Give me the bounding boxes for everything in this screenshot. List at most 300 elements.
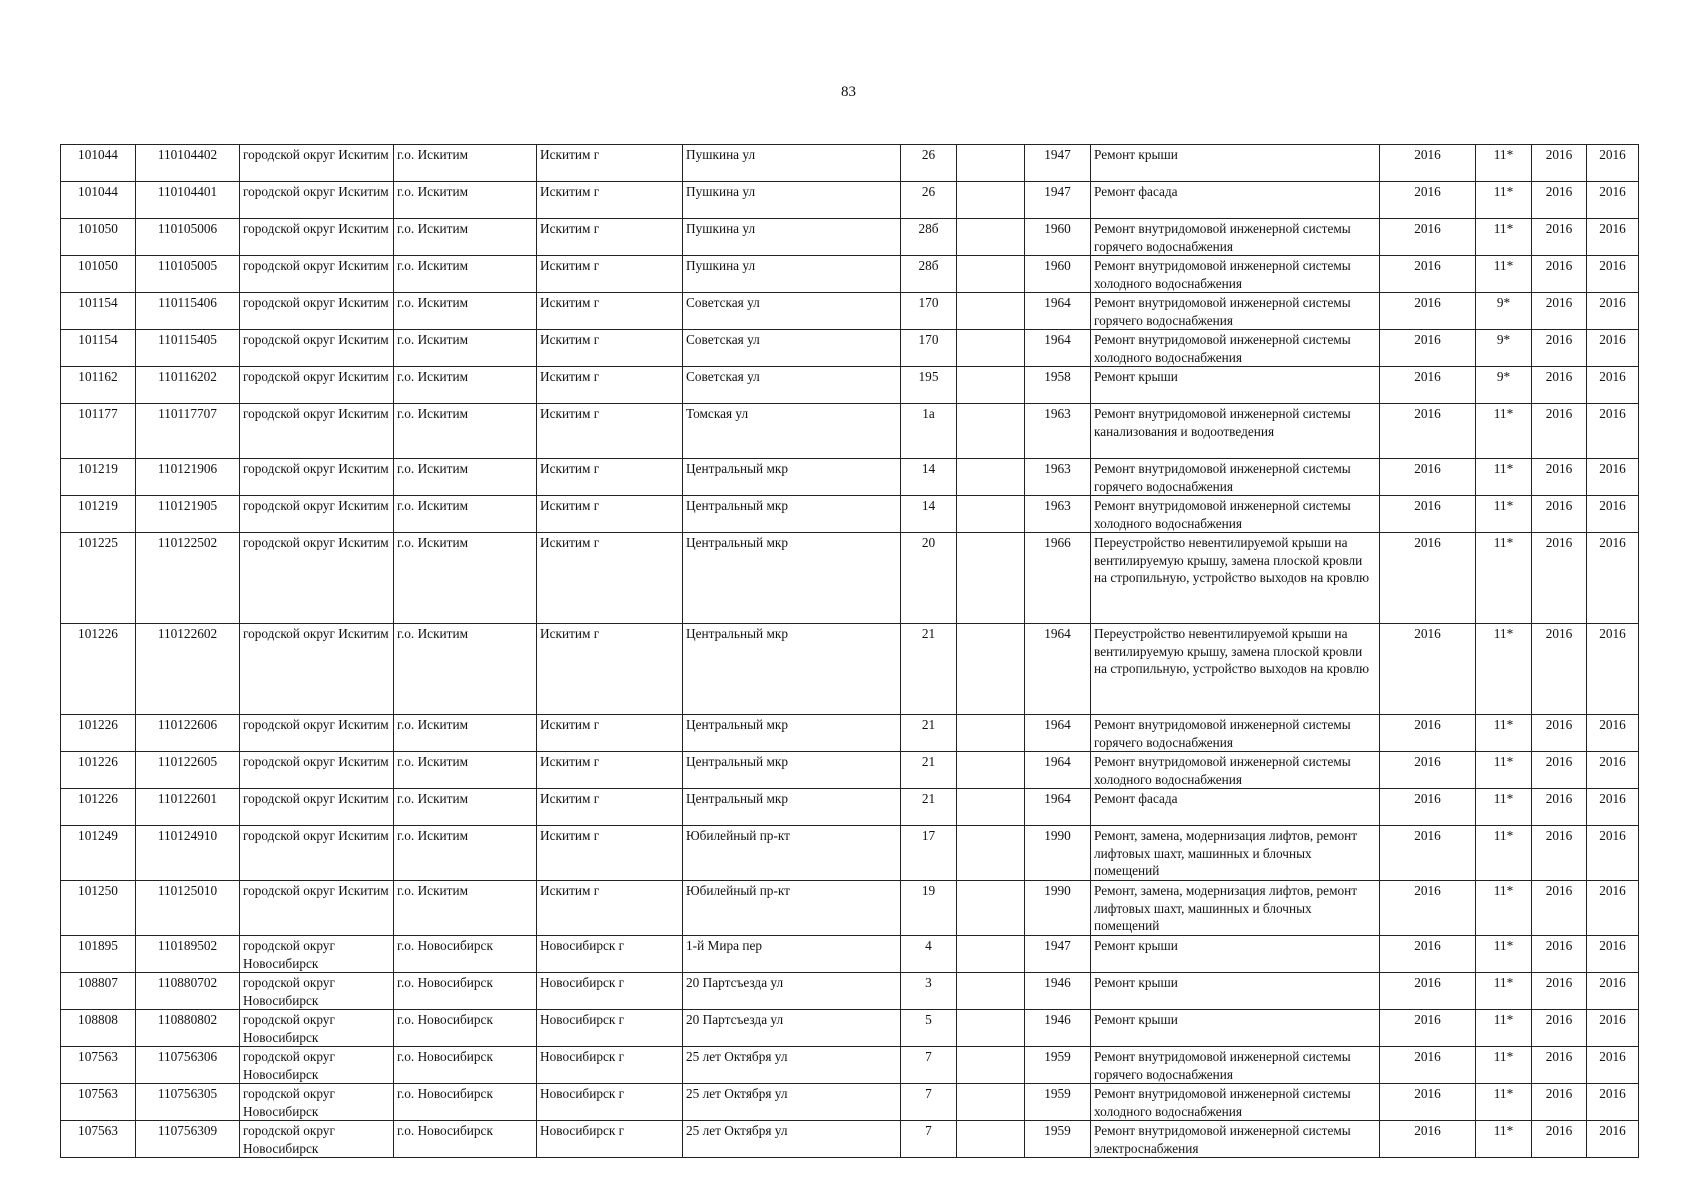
work-type-cell: Ремонт внутридомовой инженерной системы горячего водоснабжения [1091, 1047, 1380, 1084]
plan-year-cell: 2016 [1380, 715, 1476, 752]
table-row [61, 752, 1639, 789]
end-year-cell: 2016 [1587, 1010, 1639, 1047]
plan-year-cell: 2016 [1380, 404, 1476, 459]
city-cell: г.о. Искитим [394, 293, 537, 330]
settlement-cell: Искитим г [537, 826, 683, 881]
build-year-cell: 1963 [1025, 404, 1091, 459]
city-cell: г.о. Новосибирск [394, 1047, 537, 1084]
extra-cell [957, 1121, 1025, 1158]
work-type-cell: Ремонт внутридомовой инженерной системы холодного водоснабжения [1091, 496, 1380, 533]
work-code-cell: 110122601 [136, 789, 240, 826]
settlement-cell: Искитим г [537, 330, 683, 367]
work-type-cell: Ремонт внутридомовой инженерной системы горячего водоснабжения [1091, 715, 1380, 752]
start-year-cell: 2016 [1532, 459, 1587, 496]
floors-cell: 11* [1476, 219, 1532, 256]
house-id-cell: 101154 [61, 330, 136, 367]
work-type-cell: Переустройство невентилируемой крыши на вентилируемую крышу, замена плоской кровли на стропильную, устройство выходов на кровлю [1091, 533, 1380, 624]
district-cell: городской округ Искитим [240, 826, 394, 881]
settlement-cell: Искитим г [537, 496, 683, 533]
build-year-cell: 1959 [1025, 1084, 1091, 1121]
city-cell: г.о. Искитим [394, 881, 537, 936]
house-number-cell: 7 [901, 1047, 957, 1084]
start-year-cell: 2016 [1532, 496, 1587, 533]
start-year-cell: 2016 [1532, 1084, 1587, 1121]
plan-year-cell: 2016 [1380, 293, 1476, 330]
district-cell: городской округ Искитим [240, 624, 394, 715]
house-id-cell: 108808 [61, 1010, 136, 1047]
house-number-cell: 26 [901, 182, 957, 219]
work-code-cell: 110880702 [136, 973, 240, 1010]
plan-year-cell: 2016 [1380, 752, 1476, 789]
end-year-cell: 2016 [1587, 1121, 1639, 1158]
extra-cell [957, 145, 1025, 182]
work-code-cell: 110880802 [136, 1010, 240, 1047]
table-row [61, 973, 1639, 1010]
settlement-cell: Новосибирск г [537, 1121, 683, 1158]
table-row [61, 1047, 1639, 1084]
house-number-cell: 28б [901, 219, 957, 256]
start-year-cell: 2016 [1532, 182, 1587, 219]
build-year-cell: 1964 [1025, 330, 1091, 367]
plan-year-cell: 2016 [1380, 459, 1476, 496]
plan-year-cell: 2016 [1380, 973, 1476, 1010]
work-code-cell: 110125010 [136, 881, 240, 936]
extra-cell [957, 533, 1025, 624]
end-year-cell: 2016 [1587, 1047, 1639, 1084]
start-year-cell: 2016 [1532, 624, 1587, 715]
street-cell: Пушкина ул [683, 145, 901, 182]
settlement-cell: Искитим г [537, 367, 683, 404]
district-cell: городской округ Искитим [240, 881, 394, 936]
end-year-cell: 2016 [1587, 936, 1639, 973]
city-cell: г.о. Искитим [394, 624, 537, 715]
end-year-cell: 2016 [1587, 789, 1639, 826]
work-code-cell: 110121905 [136, 496, 240, 533]
plan-year-cell: 2016 [1380, 1084, 1476, 1121]
plan-year-cell: 2016 [1380, 881, 1476, 936]
work-code-cell: 110105006 [136, 219, 240, 256]
city-cell: г.о. Искитим [394, 182, 537, 219]
floors-cell: 9* [1476, 330, 1532, 367]
page-number: 83 [841, 84, 856, 100]
build-year-cell: 1964 [1025, 752, 1091, 789]
floors-cell: 9* [1476, 367, 1532, 404]
district-cell: городской округ Искитим [240, 496, 394, 533]
floors-cell: 11* [1476, 1121, 1532, 1158]
street-cell: Центральный мкр [683, 752, 901, 789]
district-cell: городской округ Новосибирск [240, 1010, 394, 1047]
street-cell: Центральный мкр [683, 715, 901, 752]
work-code-cell: 110756306 [136, 1047, 240, 1084]
house-number-cell: 14 [901, 459, 957, 496]
extra-cell [957, 1010, 1025, 1047]
table-row [61, 293, 1639, 330]
work-code-cell: 110105005 [136, 256, 240, 293]
district-cell: городской округ Новосибирск [240, 1084, 394, 1121]
street-cell: Пушкина ул [683, 256, 901, 293]
district-cell: городской округ Новосибирск [240, 1121, 394, 1158]
build-year-cell: 1960 [1025, 219, 1091, 256]
floors-cell: 11* [1476, 826, 1532, 881]
district-cell: городской округ Искитим [240, 145, 394, 182]
start-year-cell: 2016 [1532, 533, 1587, 624]
end-year-cell: 2016 [1587, 1084, 1639, 1121]
table-row [61, 826, 1639, 881]
district-cell: городской округ Новосибирск [240, 936, 394, 973]
work-type-cell: Ремонт, замена, модернизация лифтов, ремонт лифтовых шахт, машинных и блочных помещений [1091, 881, 1380, 936]
end-year-cell: 2016 [1587, 145, 1639, 182]
work-type-cell: Ремонт внутридомовой инженерной системы горячего водоснабжения [1091, 293, 1380, 330]
start-year-cell: 2016 [1532, 1010, 1587, 1047]
extra-cell [957, 1047, 1025, 1084]
work-type-cell: Ремонт крыши [1091, 973, 1380, 1010]
settlement-cell: Искитим г [537, 881, 683, 936]
end-year-cell: 2016 [1587, 330, 1639, 367]
end-year-cell: 2016 [1587, 293, 1639, 330]
settlement-cell: Искитим г [537, 789, 683, 826]
settlement-cell: Новосибирск г [537, 1084, 683, 1121]
table-row [61, 715, 1639, 752]
extra-cell [957, 624, 1025, 715]
build-year-cell: 1958 [1025, 367, 1091, 404]
city-cell: г.о. Новосибирск [394, 936, 537, 973]
end-year-cell: 2016 [1587, 404, 1639, 459]
table-row [61, 182, 1639, 219]
extra-cell [957, 256, 1025, 293]
work-type-cell: Ремонт внутридомовой инженерной системы холодного водоснабжения [1091, 330, 1380, 367]
house-id-cell: 101050 [61, 256, 136, 293]
floors-cell: 11* [1476, 973, 1532, 1010]
end-year-cell: 2016 [1587, 182, 1639, 219]
work-code-cell: 110189502 [136, 936, 240, 973]
house-number-cell: 21 [901, 752, 957, 789]
floors-cell: 11* [1476, 881, 1532, 936]
build-year-cell: 1959 [1025, 1047, 1091, 1084]
floors-cell: 11* [1476, 624, 1532, 715]
work-type-cell: Ремонт внутридомовой инженерной системы горячего водоснабжения [1091, 219, 1380, 256]
table-row [61, 219, 1639, 256]
street-cell: Центральный мкр [683, 459, 901, 496]
city-cell: г.о. Искитим [394, 496, 537, 533]
floors-cell: 11* [1476, 789, 1532, 826]
end-year-cell: 2016 [1587, 624, 1639, 715]
house-id-cell: 101226 [61, 624, 136, 715]
house-id-cell: 101044 [61, 182, 136, 219]
settlement-cell: Новосибирск г [537, 1047, 683, 1084]
build-year-cell: 1960 [1025, 256, 1091, 293]
work-code-cell: 110756305 [136, 1084, 240, 1121]
extra-cell [957, 182, 1025, 219]
street-cell: 20 Партсъезда ул [683, 1010, 901, 1047]
start-year-cell: 2016 [1532, 973, 1587, 1010]
work-type-cell: Ремонт внутридомовой инженерной системы горячего водоснабжения [1091, 459, 1380, 496]
work-code-cell: 110116202 [136, 367, 240, 404]
floors-cell: 11* [1476, 1010, 1532, 1047]
build-year-cell: 1947 [1025, 145, 1091, 182]
house-number-cell: 4 [901, 936, 957, 973]
floors-cell: 11* [1476, 404, 1532, 459]
house-number-cell: 7 [901, 1084, 957, 1121]
street-cell: Томская ул [683, 404, 901, 459]
work-code-cell: 110117707 [136, 404, 240, 459]
plan-year-cell: 2016 [1380, 182, 1476, 219]
house-number-cell: 1а [901, 404, 957, 459]
extra-cell [957, 1084, 1025, 1121]
floors-cell: 11* [1476, 533, 1532, 624]
start-year-cell: 2016 [1532, 1121, 1587, 1158]
work-code-cell: 110122502 [136, 533, 240, 624]
house-number-cell: 195 [901, 367, 957, 404]
table-row [61, 1010, 1639, 1047]
build-year-cell: 1990 [1025, 881, 1091, 936]
floors-cell: 11* [1476, 182, 1532, 219]
extra-cell [957, 826, 1025, 881]
city-cell: г.о. Искитим [394, 459, 537, 496]
house-id-cell: 101219 [61, 459, 136, 496]
work-type-cell: Переустройство невентилируемой крыши на вентилируемую крышу, замена плоской кровли на стропильную, устройство выходов на кровлю [1091, 624, 1380, 715]
settlement-cell: Искитим г [537, 459, 683, 496]
plan-year-cell: 2016 [1380, 1121, 1476, 1158]
extra-cell [957, 293, 1025, 330]
plan-year-cell: 2016 [1380, 826, 1476, 881]
settlement-cell: Искитим г [537, 624, 683, 715]
start-year-cell: 2016 [1532, 293, 1587, 330]
district-cell: городской округ Искитим [240, 404, 394, 459]
city-cell: г.о. Искитим [394, 219, 537, 256]
end-year-cell: 2016 [1587, 459, 1639, 496]
extra-cell [957, 715, 1025, 752]
house-number-cell: 21 [901, 715, 957, 752]
house-id-cell: 101162 [61, 367, 136, 404]
house-id-cell: 101154 [61, 293, 136, 330]
table-row [61, 624, 1639, 715]
street-cell: Юбилейный пр-кт [683, 826, 901, 881]
plan-year-cell: 2016 [1380, 330, 1476, 367]
extra-cell [957, 936, 1025, 973]
extra-cell [957, 881, 1025, 936]
extra-cell [957, 789, 1025, 826]
settlement-cell: Искитим г [537, 293, 683, 330]
work-code-cell: 110121906 [136, 459, 240, 496]
settlement-cell: Новосибирск г [537, 936, 683, 973]
build-year-cell: 1990 [1025, 826, 1091, 881]
plan-year-cell: 2016 [1380, 1010, 1476, 1047]
end-year-cell: 2016 [1587, 752, 1639, 789]
district-cell: городской округ Искитим [240, 182, 394, 219]
start-year-cell: 2016 [1532, 330, 1587, 367]
house-id-cell: 101249 [61, 826, 136, 881]
build-year-cell: 1963 [1025, 496, 1091, 533]
build-year-cell: 1959 [1025, 1121, 1091, 1158]
work-code-cell: 110122605 [136, 752, 240, 789]
plan-year-cell: 2016 [1380, 145, 1476, 182]
work-code-cell: 110756309 [136, 1121, 240, 1158]
street-cell: Центральный мкр [683, 789, 901, 826]
table-body [61, 145, 1639, 1158]
district-cell: городской округ Искитим [240, 293, 394, 330]
work-type-cell: Ремонт крыши [1091, 367, 1380, 404]
table-row [61, 459, 1639, 496]
repair-schedule-table [60, 144, 1639, 1158]
start-year-cell: 2016 [1532, 145, 1587, 182]
end-year-cell: 2016 [1587, 367, 1639, 404]
house-number-cell: 3 [901, 973, 957, 1010]
start-year-cell: 2016 [1532, 789, 1587, 826]
settlement-cell: Искитим г [537, 182, 683, 219]
house-id-cell: 107563 [61, 1047, 136, 1084]
end-year-cell: 2016 [1587, 256, 1639, 293]
city-cell: г.о. Искитим [394, 715, 537, 752]
extra-cell [957, 404, 1025, 459]
district-cell: городской округ Искитим [240, 789, 394, 826]
start-year-cell: 2016 [1532, 936, 1587, 973]
build-year-cell: 1963 [1025, 459, 1091, 496]
table-row [61, 789, 1639, 826]
table-row [61, 1084, 1639, 1121]
extra-cell [957, 219, 1025, 256]
start-year-cell: 2016 [1532, 256, 1587, 293]
extra-cell [957, 367, 1025, 404]
build-year-cell: 1947 [1025, 936, 1091, 973]
start-year-cell: 2016 [1532, 367, 1587, 404]
build-year-cell: 1966 [1025, 533, 1091, 624]
house-id-cell: 101226 [61, 789, 136, 826]
settlement-cell: Искитим г [537, 256, 683, 293]
extra-cell [957, 973, 1025, 1010]
district-cell: городской округ Искитим [240, 459, 394, 496]
table-row [61, 533, 1639, 624]
work-code-cell: 110104402 [136, 145, 240, 182]
house-id-cell: 101219 [61, 496, 136, 533]
plan-year-cell: 2016 [1380, 936, 1476, 973]
street-cell: 1-й Мира пер [683, 936, 901, 973]
floors-cell: 11* [1476, 459, 1532, 496]
work-type-cell: Ремонт крыши [1091, 145, 1380, 182]
build-year-cell: 1964 [1025, 293, 1091, 330]
district-cell: городской округ Искитим [240, 330, 394, 367]
floors-cell: 11* [1476, 936, 1532, 973]
extra-cell [957, 496, 1025, 533]
table-row [61, 367, 1639, 404]
table-row [61, 256, 1639, 293]
city-cell: г.о. Искитим [394, 367, 537, 404]
house-id-cell: 107563 [61, 1084, 136, 1121]
end-year-cell: 2016 [1587, 533, 1639, 624]
work-type-cell: Ремонт крыши [1091, 1010, 1380, 1047]
plan-year-cell: 2016 [1380, 256, 1476, 293]
plan-year-cell: 2016 [1380, 533, 1476, 624]
work-code-cell: 110122602 [136, 624, 240, 715]
build-year-cell: 1946 [1025, 1010, 1091, 1047]
house-id-cell: 107563 [61, 1121, 136, 1158]
build-year-cell: 1964 [1025, 789, 1091, 826]
house-number-cell: 20 [901, 533, 957, 624]
plan-year-cell: 2016 [1380, 789, 1476, 826]
start-year-cell: 2016 [1532, 715, 1587, 752]
city-cell: г.о. Новосибирск [394, 1121, 537, 1158]
house-id-cell: 101044 [61, 145, 136, 182]
work-type-cell: Ремонт фасада [1091, 182, 1380, 219]
house-id-cell: 101226 [61, 715, 136, 752]
settlement-cell: Искитим г [537, 145, 683, 182]
extra-cell [957, 330, 1025, 367]
work-code-cell: 110115405 [136, 330, 240, 367]
plan-year-cell: 2016 [1380, 219, 1476, 256]
street-cell: 25 лет Октября ул [683, 1084, 901, 1121]
settlement-cell: Искитим г [537, 219, 683, 256]
start-year-cell: 2016 [1532, 404, 1587, 459]
house-id-cell: 101226 [61, 752, 136, 789]
work-type-cell: Ремонт внутридомовой инженерной системы холодного водоснабжения [1091, 256, 1380, 293]
table-row [61, 330, 1639, 367]
district-cell: городской округ Новосибирск [240, 1047, 394, 1084]
street-cell: Пушкина ул [683, 219, 901, 256]
start-year-cell: 2016 [1532, 1047, 1587, 1084]
city-cell: г.о. Искитим [394, 752, 537, 789]
settlement-cell: Искитим г [537, 715, 683, 752]
plan-year-cell: 2016 [1380, 367, 1476, 404]
city-cell: г.о. Искитим [394, 789, 537, 826]
city-cell: г.о. Новосибирск [394, 973, 537, 1010]
start-year-cell: 2016 [1532, 219, 1587, 256]
street-cell: 25 лет Октября ул [683, 1047, 901, 1084]
settlement-cell: Искитим г [537, 752, 683, 789]
house-number-cell: 21 [901, 789, 957, 826]
street-cell: Советская ул [683, 293, 901, 330]
city-cell: г.о. Искитим [394, 404, 537, 459]
floors-cell: 11* [1476, 496, 1532, 533]
work-type-cell: Ремонт внутридомовой инженерной системы холодного водоснабжения [1091, 1084, 1380, 1121]
street-cell: Центральный мкр [683, 496, 901, 533]
district-cell: городской округ Искитим [240, 219, 394, 256]
start-year-cell: 2016 [1532, 826, 1587, 881]
house-number-cell: 14 [901, 496, 957, 533]
house-number-cell: 19 [901, 881, 957, 936]
work-type-cell: Ремонт внутридомовой инженерной системы канализования и водоотведения [1091, 404, 1380, 459]
street-cell: Юбилейный пр-кт [683, 881, 901, 936]
extra-cell [957, 752, 1025, 789]
end-year-cell: 2016 [1587, 715, 1639, 752]
district-cell: городской округ Искитим [240, 256, 394, 293]
table-row [61, 1121, 1639, 1158]
build-year-cell: 1964 [1025, 715, 1091, 752]
work-code-cell: 110115406 [136, 293, 240, 330]
city-cell: г.о. Искитим [394, 330, 537, 367]
work-code-cell: 110104401 [136, 182, 240, 219]
floors-cell: 9* [1476, 293, 1532, 330]
house-id-cell: 101895 [61, 936, 136, 973]
street-cell: Центральный мкр [683, 624, 901, 715]
work-type-cell: Ремонт фасада [1091, 789, 1380, 826]
work-code-cell: 110124910 [136, 826, 240, 881]
street-cell: Пушкина ул [683, 182, 901, 219]
work-type-cell: Ремонт, замена, модернизация лифтов, ремонт лифтовых шахт, машинных и блочных помещений [1091, 826, 1380, 881]
build-year-cell: 1946 [1025, 973, 1091, 1010]
district-cell: городской округ Искитим [240, 752, 394, 789]
start-year-cell: 2016 [1532, 881, 1587, 936]
end-year-cell: 2016 [1587, 219, 1639, 256]
house-number-cell: 26 [901, 145, 957, 182]
house-id-cell: 101177 [61, 404, 136, 459]
work-type-cell: Ремонт внутридомовой инженерной системы электроснабжения [1091, 1121, 1380, 1158]
end-year-cell: 2016 [1587, 826, 1639, 881]
house-number-cell: 21 [901, 624, 957, 715]
house-id-cell: 101225 [61, 533, 136, 624]
work-type-cell: Ремонт внутридомовой инженерной системы холодного водоснабжения [1091, 752, 1380, 789]
house-number-cell: 170 [901, 330, 957, 367]
end-year-cell: 2016 [1587, 973, 1639, 1010]
house-number-cell: 28б [901, 256, 957, 293]
